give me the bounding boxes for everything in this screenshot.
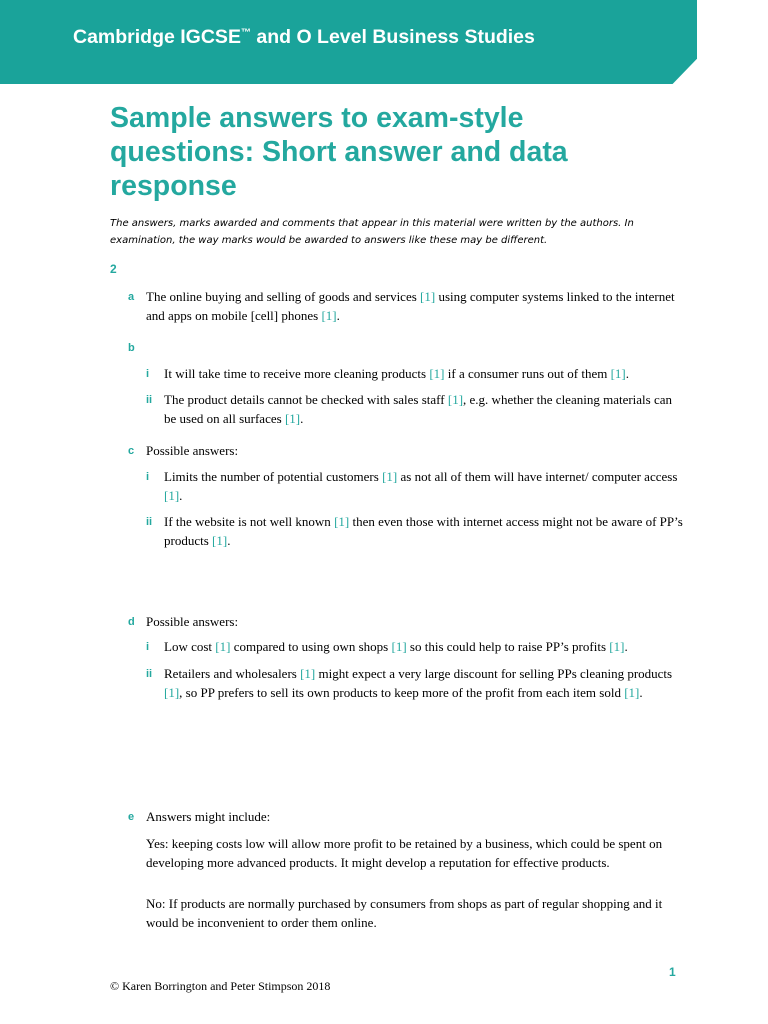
- part-d-label: d: [128, 616, 135, 628]
- part-a-label: a: [128, 291, 135, 303]
- part-c-i-label: i: [146, 471, 150, 483]
- question-number: 2: [110, 262, 117, 276]
- copyright: © Karen Borrington and Peter Stimpson 2018: [110, 979, 331, 993]
- page-title: Sample answers to exam-style questions: Short answer and data response: [110, 102, 568, 202]
- header-title: Cambridge IGCSE™ and O Level Business Studies: [73, 26, 535, 48]
- part-e-label: e: [128, 811, 135, 823]
- part-b-i-label: i: [146, 368, 150, 380]
- trademark-symbol: ™: [240, 27, 251, 39]
- part-c-ii-answer: If the website is not well known [1] then even those with internet access might not be aware of PP’s products [1].: [164, 514, 683, 548]
- part-e-no: No: If products are normally purchased by consumers from shops as part of regular shopping and it would be inconvenient to order them online.: [146, 896, 663, 930]
- part-c-label: c: [128, 445, 135, 457]
- part-d-i-answer: Low cost [1] compared to using own shops [1] so this could help to raise PP’s profits [1].: [164, 639, 628, 654]
- page-number: 1: [669, 965, 676, 979]
- part-d-ii-answer: Retailers and wholesalers [1] might expect a very large discount for selling PPs cleaning products [1], so PP prefers to sell its own products to keep more of the profit from each item sold [1].: [164, 666, 673, 700]
- part-a-answer: The online buying and selling of goods and services [1] using computer systems linked to the internet and apps on mobile [cell] phones [1].: [146, 289, 675, 323]
- part-b-label: b: [128, 342, 135, 354]
- part-b-ii-label: ii: [146, 394, 153, 406]
- part-b-ii-answer: The product details cannot be checked with sales staff [1], e.g. whether the cleaning materials can be used on all surfaces [1].: [164, 392, 673, 426]
- part-c-intro: Possible answers:: [146, 443, 239, 458]
- part-e-intro: Answers might include:: [146, 809, 271, 824]
- part-d-ii-label: ii: [146, 668, 153, 680]
- part-e-yes: Yes: keeping costs low will allow more profit to be retained by a business, which could be spent on developing more advanced products. It might develop a reputation for effective products.: [146, 836, 663, 870]
- disclaimer: The answers, marks awarded and comments that appear in this material were written by the authors. In examination, the way marks would be awarded to answers like these may be different.: [110, 218, 634, 246]
- part-d-intro: Possible answers:: [146, 614, 239, 629]
- part-c-i-answer: Limits the number of potential customers [1] as not all of them will have internet/ computer access [1].: [164, 469, 678, 503]
- part-c-ii-label: ii: [146, 516, 153, 528]
- part-b-i-answer: It will take time to receive more cleaning products [1] if a consumer runs out of them [1].: [164, 366, 629, 381]
- part-d-i-label: i: [146, 641, 150, 653]
